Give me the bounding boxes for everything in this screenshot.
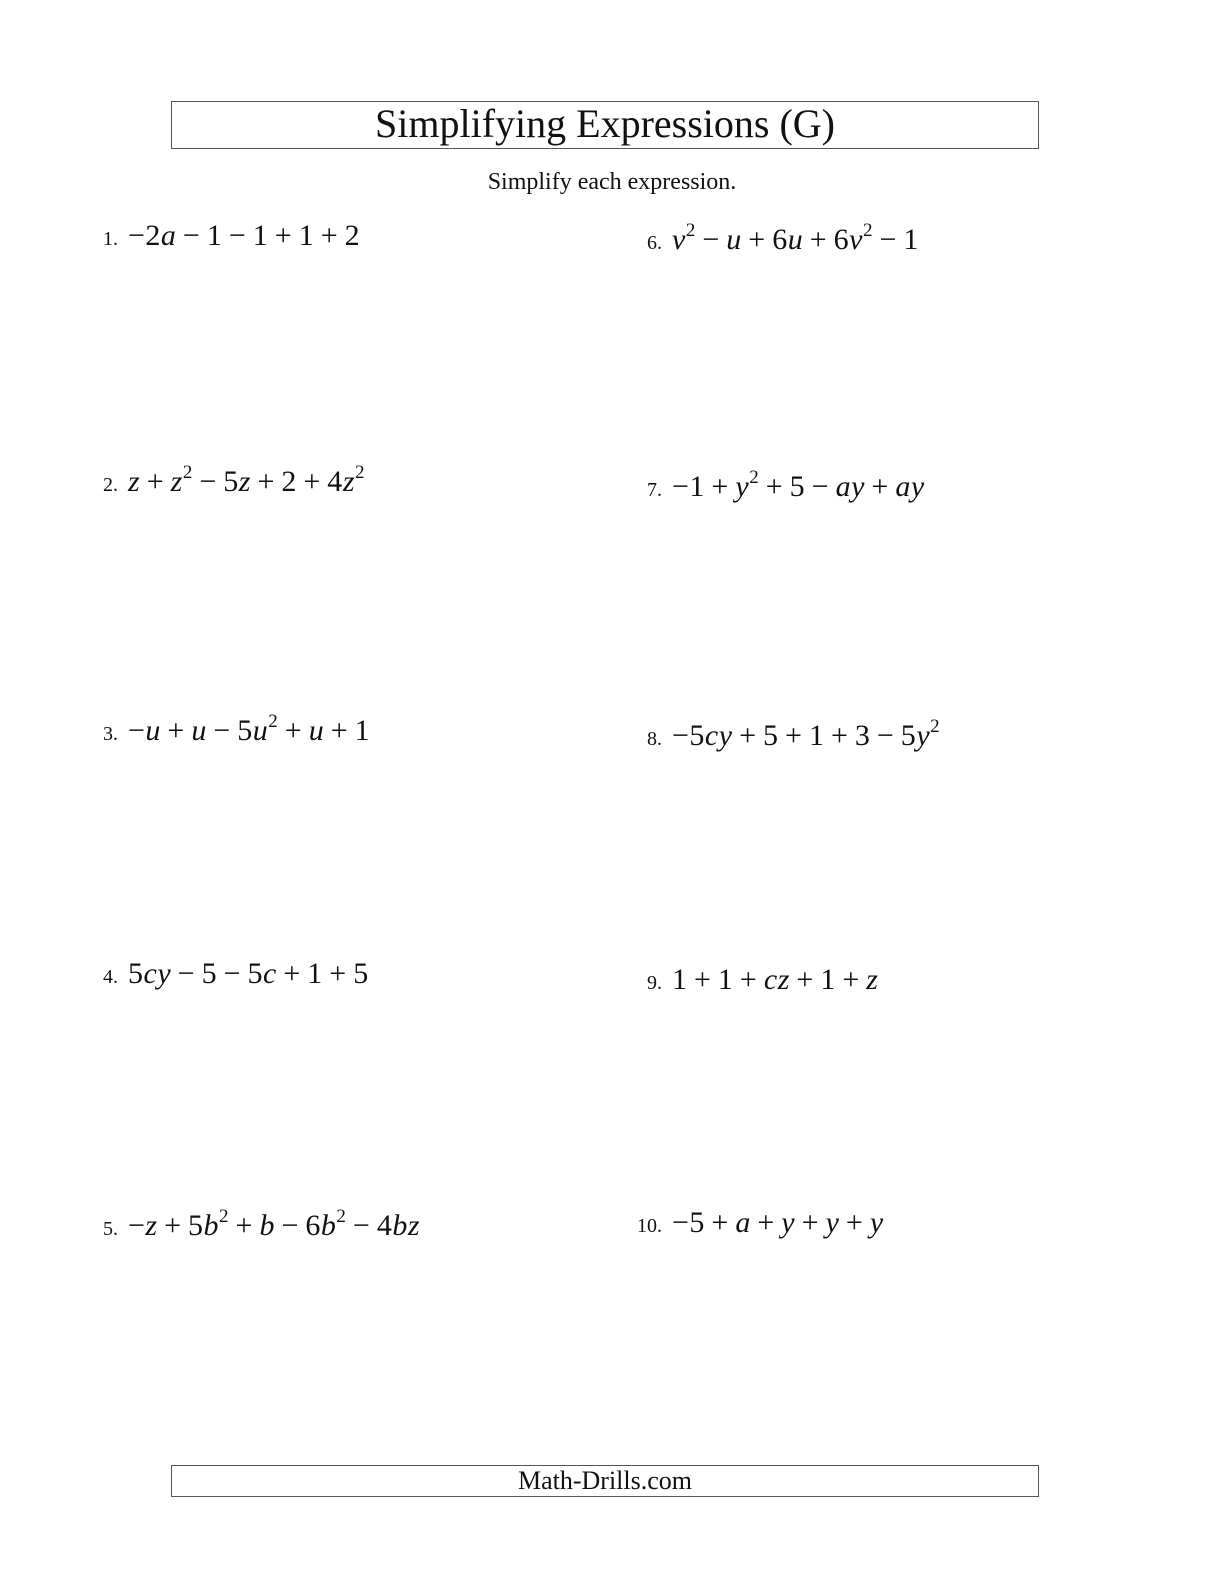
worksheet-title-text: Simplifying Expressions (G) [375,101,835,146]
worksheet-title [171,101,1039,149]
problem-number: 3. [103,723,118,745]
problem-expression: 1 + 1 + cz + 1 + z [672,963,879,996]
problem-expression: $z + z^2 - 5z + 2 + 4z^2$ [128,462,365,498]
worksheet-instruction: Simplify each expression. [487,169,737,195]
problem-5 [98,1208,420,1247]
problem-expression: $v^2 - u + 6u + 6v^2 - 1$ [672,220,919,256]
problem-number: 9. [647,972,662,994]
problem-expression: $-u + u - 5u^2 + u + 1$ [128,711,371,747]
problem-expression: $-1 + y^2 + 5$ − ay + ay [672,467,925,503]
problem-number: 7. [647,479,662,501]
problem-expression: −2a − 1 − 1 + 1 + 2 [128,219,361,252]
problem-10 [632,1205,884,1244]
problem-number: 8. [647,728,662,750]
problem-number: 1. [103,228,118,250]
problem-expression: $-5cy + 5 + 1 + 3 - 5y^2$ [672,716,941,752]
problem-expression: $-z + 5b^2 + b - 6b^2 - 4bz$ [128,1206,421,1242]
problem-number: 4. [103,966,118,988]
problem-number: 6. [647,232,662,254]
problem-8 [632,718,940,757]
problem-3 [98,713,370,752]
problem-9 [632,962,878,1001]
footer-text: Math-Drills.com [517,1466,693,1495]
problem-2 [98,464,365,503]
problem-number: 10. [637,1215,662,1237]
footer [171,1465,1039,1497]
problem-number: 2. [103,474,118,496]
problem-1 [98,218,360,257]
problem-expression: 5cy − 5 − 5c + 1 + 5 [128,957,369,990]
problem-6 [632,222,919,261]
problem-number: 5. [103,1218,118,1240]
problem-expression: −5 + a + y + y + y [672,1206,884,1239]
problem-4 [98,956,369,995]
problem-7 [632,469,925,508]
